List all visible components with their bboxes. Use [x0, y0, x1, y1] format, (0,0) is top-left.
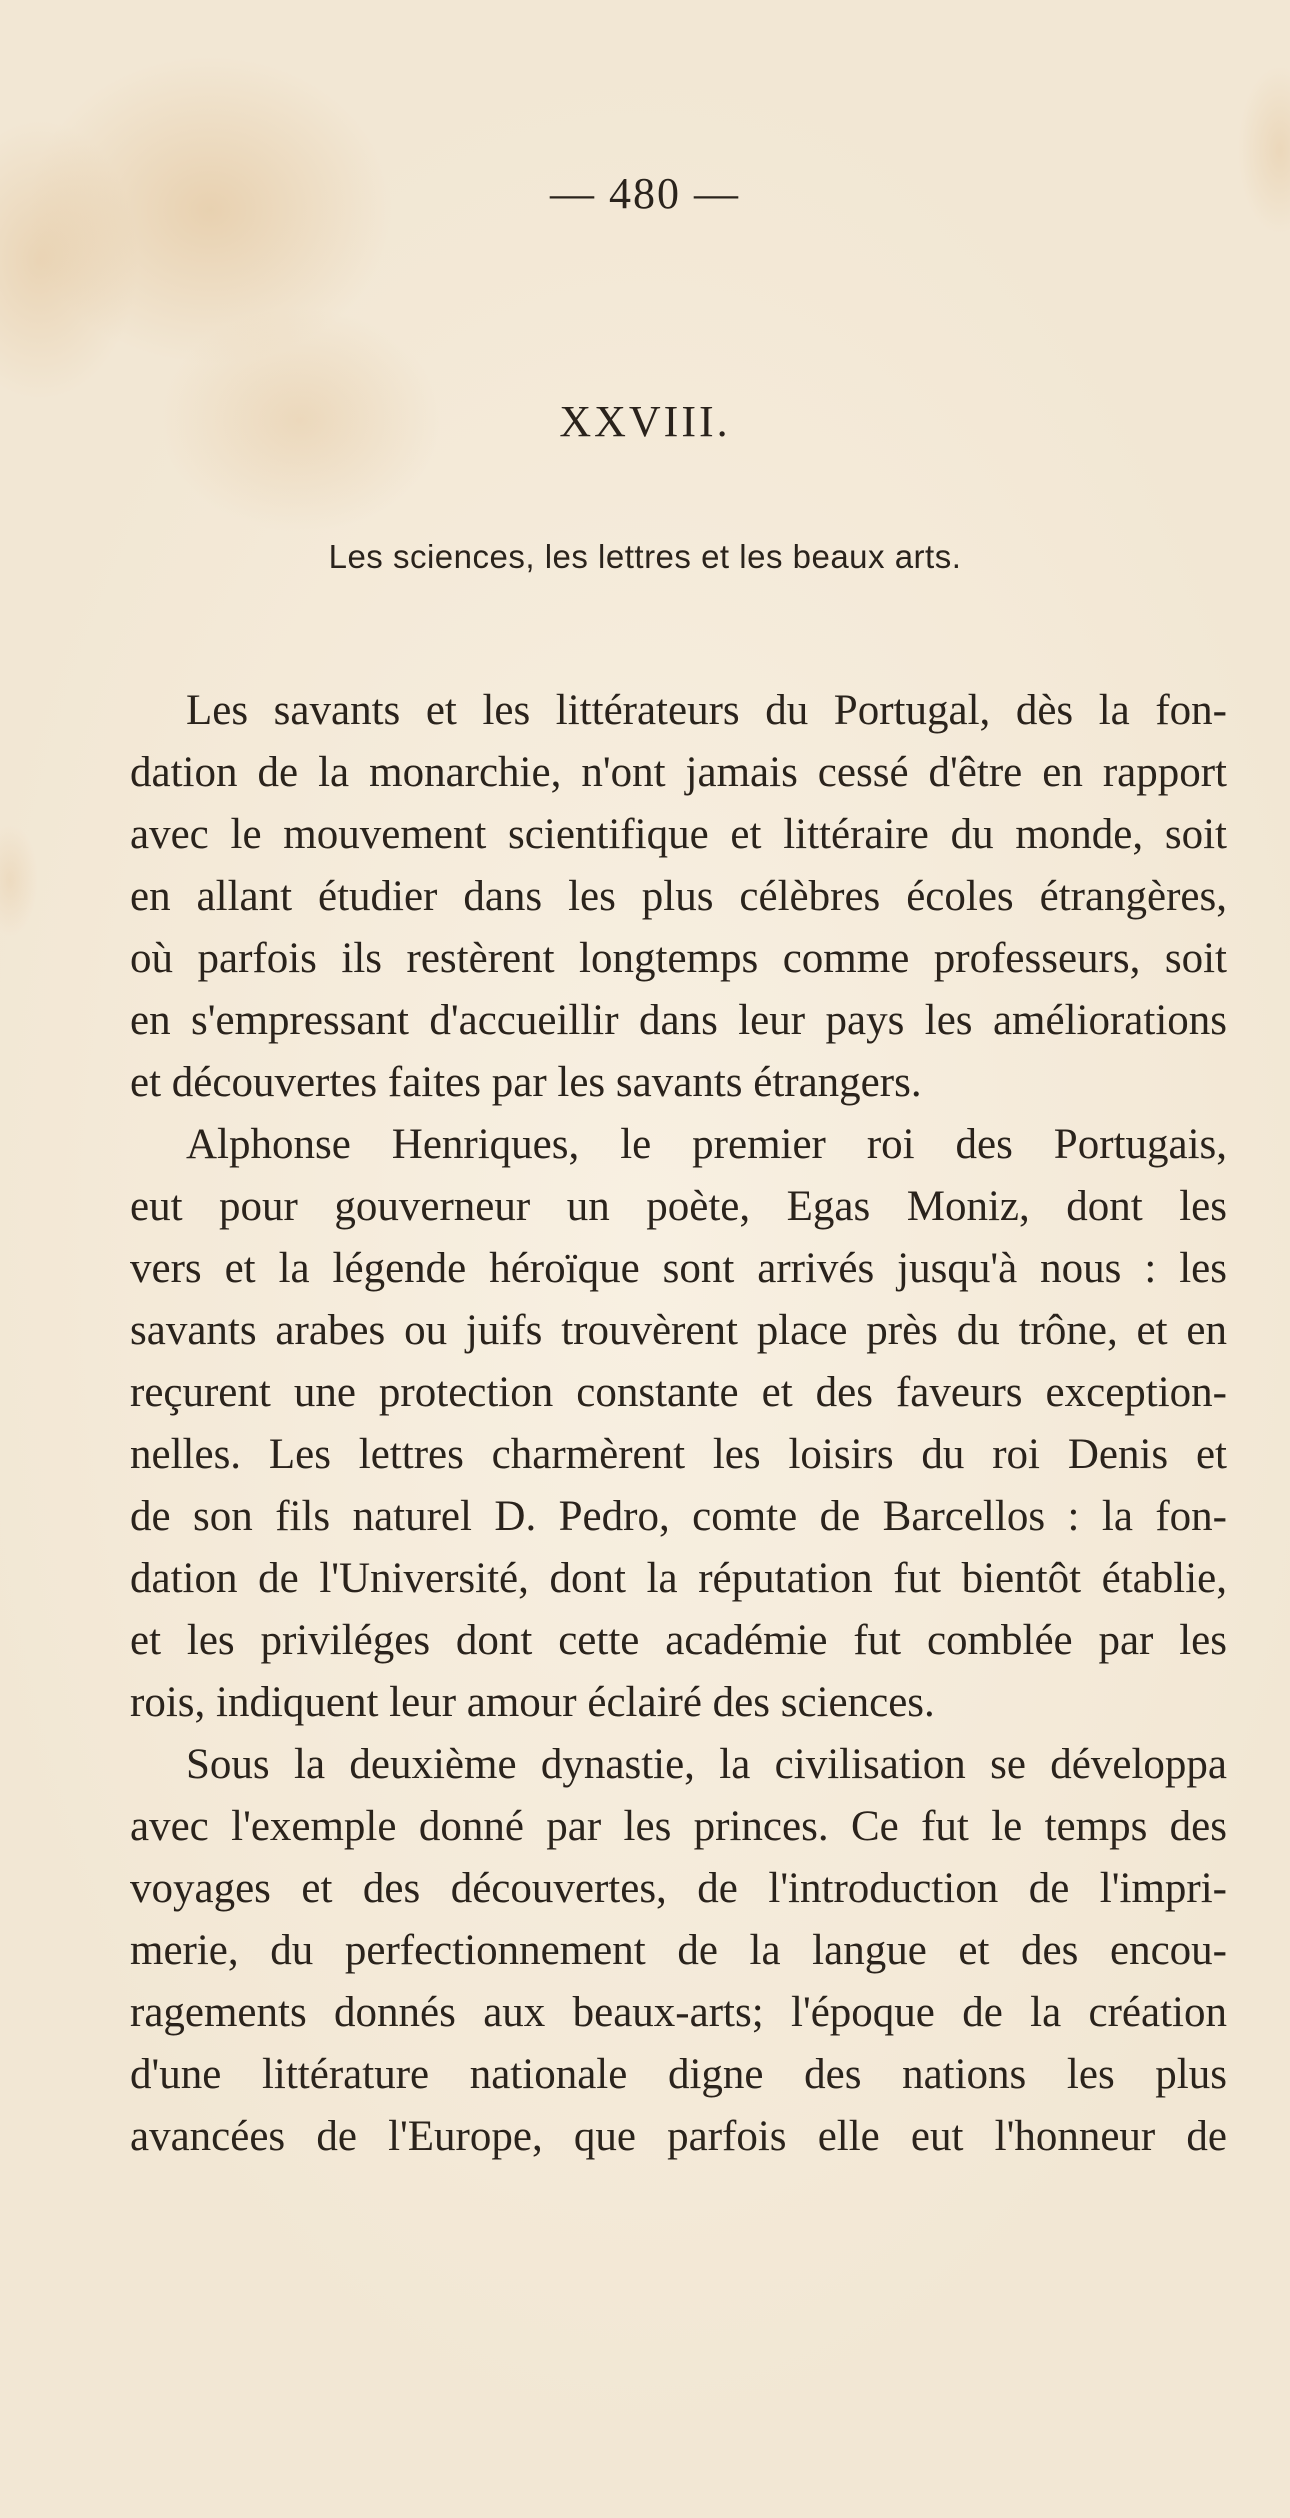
text-line: nelles. Les lettres charmèrent les loisirs du roi Denis et: [130, 1431, 1227, 1478]
text-line: eut pour gouverneur un poète, Egas Moniz, dont les: [130, 1183, 1227, 1230]
text-line: et découvertes faites par les savants étrangers.: [130, 1059, 922, 1106]
chapter-title: Les sciences, les lettres et les beaux arts.: [328, 538, 962, 575]
text-line: Les savants et les littérateurs du Portugal, dès la fon-: [186, 687, 1227, 734]
text-line: avec l'exemple donné par les princes. Ce fut le temps des: [130, 1803, 1227, 1850]
text-line: dation de la monarchie, n'ont jamais cessé d'être en rapport: [130, 749, 1227, 796]
body-text: [130, 680, 1227, 2168]
text-line: merie, du perfectionnement de la langue et des encou-: [130, 1927, 1227, 1974]
text-line: rois, indiquent leur amour éclairé des sciences.: [130, 1679, 935, 1726]
text-line: ragements donnés aux beaux-arts; l'époque de la création: [130, 1989, 1227, 2036]
text-line: où parfois ils restèrent longtemps comme professeurs, soit: [130, 935, 1227, 982]
text-line: avancées de l'Europe, que parfois elle eut l'honneur de: [130, 2113, 1227, 2160]
text-line: reçurent une protection constante et des faveurs exception-: [130, 1369, 1227, 1416]
text-line: et les priviléges dont cette académie fut comblée par les: [130, 1617, 1227, 1664]
text-line: en allant étudier dans les plus célèbres écoles étrangères,: [130, 873, 1227, 920]
text-line: Alphonse Henriques, le premier roi des Portugais,: [186, 1121, 1227, 1168]
text-line: de son fils naturel D. Pedro, comte de Barcellos : la fon-: [130, 1493, 1227, 1540]
text-line: avec le mouvement scientifique et littéraire du monde, soit: [130, 811, 1227, 858]
text-line: vers et la légende héroïque sont arrivés jusqu'à nous : les: [130, 1245, 1227, 1292]
page-number: — 480 —: [550, 169, 740, 218]
chapter-number: XXVIII.: [559, 397, 731, 446]
text-line: Sous la deuxième dynastie, la civilisation se développa: [186, 1741, 1227, 1788]
text-line: voyages et des découvertes, de l'introduction de l'impri-: [130, 1865, 1227, 1912]
text-line: dation de l'Université, dont la réputation fut bientôt établie,: [130, 1555, 1227, 1602]
text-line: en s'empressant d'accueillir dans leur pays les améliorations: [130, 997, 1227, 1044]
text-line: d'une littérature nationale digne des nations les plus: [130, 2051, 1227, 2098]
text-line: savants arabes ou juifs trouvèrent place près du trône, et en: [130, 1307, 1227, 1354]
